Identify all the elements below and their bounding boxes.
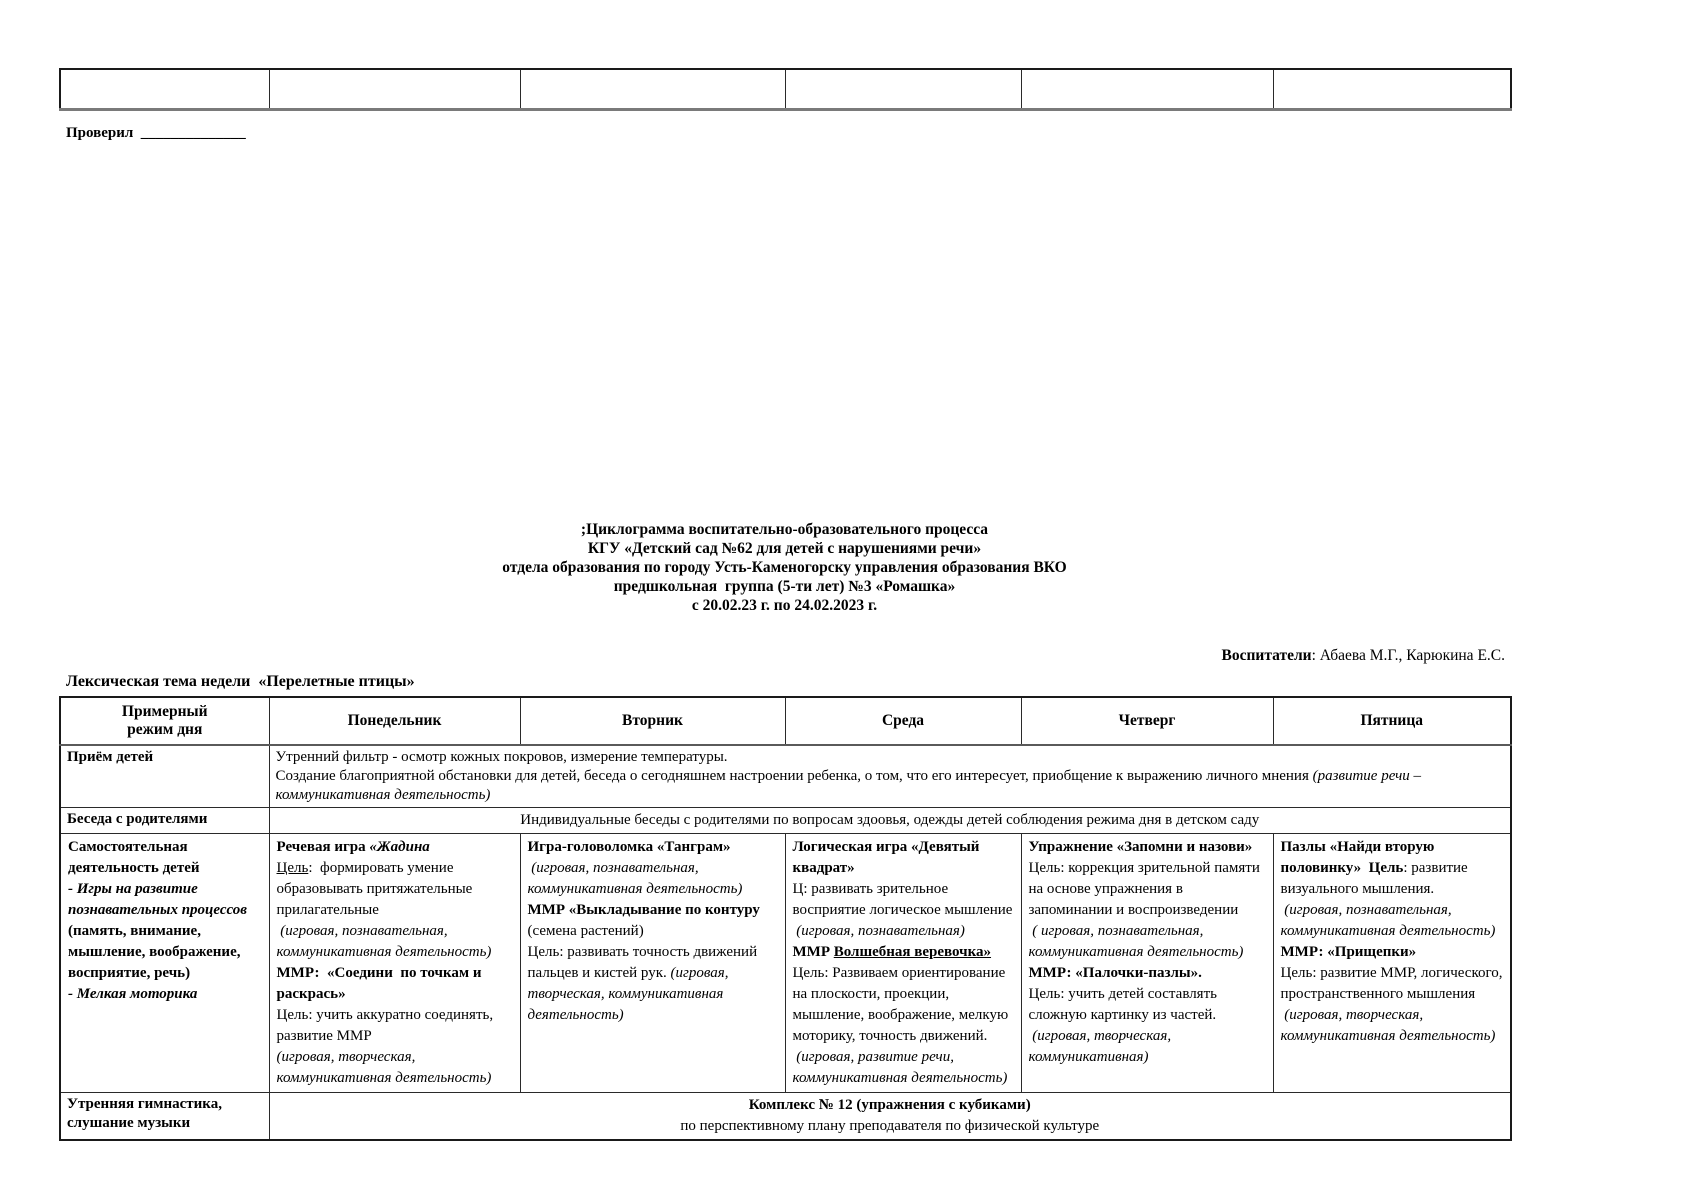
title-line-4: предшкольная группа (5-ти лет) №3 «Ромашка» bbox=[613, 578, 956, 595]
column-header-tuesday: Вторник bbox=[520, 697, 785, 745]
empty-cell bbox=[269, 69, 520, 110]
schedule-table bbox=[59, 696, 1512, 1141]
checked-by-line bbox=[66, 125, 246, 142]
teachers-line bbox=[1222, 647, 1505, 665]
empty-cell bbox=[785, 69, 1021, 110]
lexical-theme: Лексическая тема недели «Перелетные птицы» bbox=[66, 673, 415, 690]
title-line-2: КГУ «Детский сад №62 для детей с нарушениями речи» bbox=[587, 540, 982, 557]
column-header-regime bbox=[60, 697, 269, 745]
top-empty-table bbox=[59, 68, 1512, 111]
column-header-wednesday: Среда bbox=[785, 697, 1021, 745]
row-label-parents-talk: Беседа с родителями bbox=[60, 808, 269, 834]
row-label-morning-gymnastics: Утренняя гимнастика, слушание музыки bbox=[60, 1093, 269, 1141]
checked-by-label: Проверил bbox=[66, 125, 134, 141]
empty-cell bbox=[1021, 69, 1273, 110]
header-row bbox=[60, 697, 1511, 745]
title-line-3: отдела образования по городу Усть-Каменогорску управления образования ВКО bbox=[502, 559, 1067, 576]
cell-independent-friday: Пазлы «Найди вторую половинку» Цель: развитие визуального мышления. (игровая, познавательная, коммуникативная деятельность) ММР: «Прищепки» Цель: развитие ММР, логического, пространственного мышления (игровая, творческая, коммуникативная деятельность) bbox=[1273, 834, 1511, 1093]
cell-independent-tuesday: Игра-головоломка «Танграм» (игровая, познавательная, коммуникативная деятельность) ММР «Выкладывание по контуру (семена растений) Цель: развивать точность движений пальцев и кистей рук. (игровая, творческая, коммуникативная деятельность) bbox=[520, 834, 785, 1093]
cell-independent-wednesday: Логическая игра «Девятый квадрат» Ц: развивать зрительное восприятие логическое мышление (игровая, познавательная) ММР Волшебная веревочка» Цель: Развиваем ориентирование на плоскости, проекции, мышление, воображение, мелкую моторику, точность движений. (игровая, развитие речи, коммуникативная деятельность) bbox=[785, 834, 1021, 1093]
teachers-names: : Абаева М.Г., Карюкина Е.С. bbox=[1311, 647, 1505, 664]
row-independent-activity bbox=[60, 834, 1511, 1093]
row-morning-gymnastics bbox=[60, 1093, 1511, 1141]
empty-cell bbox=[60, 69, 269, 110]
teachers-label: Воспитатели bbox=[1221, 647, 1312, 664]
cell-reception-content: Утренний фильтр - осмотр кожных покровов, измерение температуры. Создание благоприятной обстановки для детей, беседа о сегодняшнем настроении ребенка, о том, что его интересует, приобщение к выражению личного мнения (развитие речи – коммуникативная деятельность) bbox=[269, 745, 1511, 808]
title-line-1: ;Циклограмма воспитательно-образовательного процесса bbox=[580, 521, 989, 538]
row-label-independent-activity: Самостоятельная деятельность детей - Игры на развитие познавательных процессов (память, внимание, мышление, воображение, восприятие, речь) - Мелкая моторика bbox=[60, 834, 269, 1093]
cell-independent-thursday: Упражнение «Запомни и назови» Цель: коррекция зрительной памяти на основе упражнения в запоминании и воспроизведении ( игровая, познавательная, коммуникативная деятельность) ММР: «Палочки-пазлы». Цель: учить детей составлять сложную картинку из частей. (игровая, творческая, коммуникативная) bbox=[1021, 834, 1273, 1093]
cell-parents-talk-content: Индивидуальные беседы с родителями по вопросам здоовья, одежды детей соблюдения режима дня в детском саду bbox=[269, 808, 1511, 834]
title-line-5: с 20.02.23 г. по 24.02.2023 г. bbox=[691, 597, 878, 614]
row-parents-talk bbox=[60, 808, 1511, 834]
checked-by-blank: ______________ bbox=[133, 125, 246, 141]
column-header-thursday: Четверг bbox=[1021, 697, 1273, 745]
empty-cell bbox=[520, 69, 785, 110]
row-reception bbox=[60, 745, 1511, 808]
cell-independent-monday: Речевая игра «Жадина Цель: формировать умение образовывать притяжательные прилагательные (игровая, познавательная, коммуникативная деятельность) ММР: «Соедини по точкам и раскрась» Цель: учить аккуратно соединять, развитие ММР (игровая, творческая, коммуникативная деятельность) bbox=[269, 834, 520, 1093]
row-label-reception: Приём детей bbox=[60, 745, 269, 808]
column-header-monday: Понедельник bbox=[269, 697, 520, 745]
column-header-friday: Пятница bbox=[1273, 697, 1511, 745]
column-header-regime-label: Примерный режим дня bbox=[121, 703, 208, 738]
title-block bbox=[59, 520, 1510, 615]
cell-morning-gymnastics-content: Комплекс № 12 (упражнения с кубиками) по перспективному плану преподавателя по физической культуре bbox=[269, 1093, 1511, 1141]
empty-cell bbox=[1273, 69, 1511, 110]
top-empty-row bbox=[60, 69, 1511, 110]
